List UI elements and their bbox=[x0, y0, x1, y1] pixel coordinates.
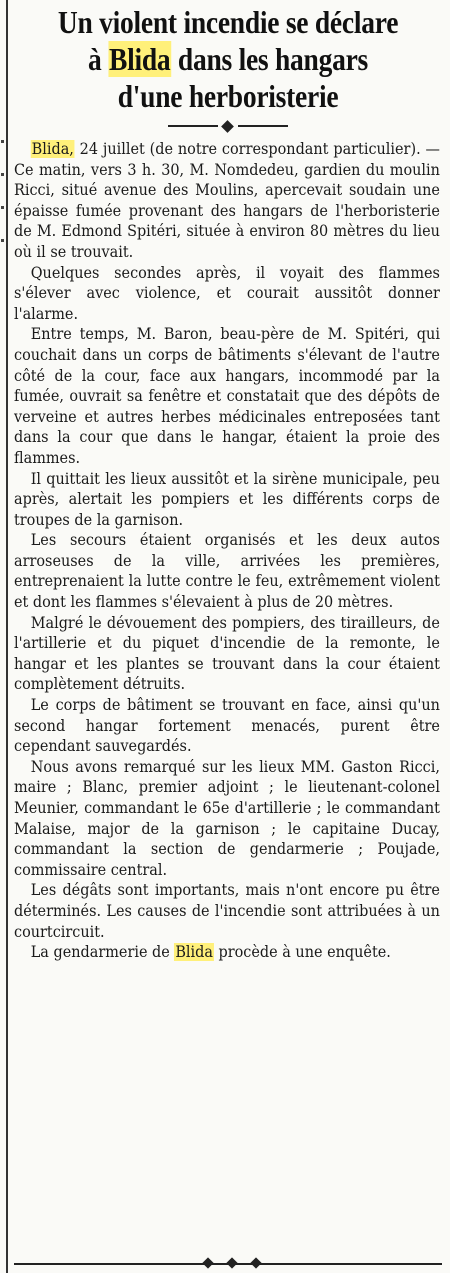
paragraph-8: Nous avons remarqué sur les lieux MM. Gaston Ricci, maire ; Blanc, premier adjoint ; le lieutenant-colonel Meunier, commandant le 65e d'artillerie ; le commandant Malaise, major de la garnison ; le capitaine Ducay, commandant la section de gendarmerie ; Poujade, commissaire central. bbox=[14, 757, 440, 879]
paragraph-10-prefix: La gendarmerie de bbox=[30, 943, 175, 962]
paragraph-1-text: 24 juillet (de notre correspondant particulier). — Ce matin, vers 3 h. 30, M. Nomdedeu, gardien du moulin Ricci, situé avenue des Moulins, apercevait soudain une épaisse fumée provenant des hangars de l'herboristerie de M. Edmond Spitéri, située à environ 80 mètres du lieu où il se trouvait. bbox=[14, 140, 440, 261]
paragraph-1 bbox=[14, 139, 440, 263]
headline-ornament bbox=[168, 121, 288, 131]
paragraph-6: Malgré le dévouement des pompiers, des tirailleurs, de l'artillerie et du piquet d'incendie de la remonte, le hangar et les plantes se trouvant dans la cour étaient complètement détruits. bbox=[14, 613, 440, 694]
paragraph-2: Quelques secondes après, il voyait des flammes s'élever avec violence, et courait aussitôt donner l'alarme. bbox=[14, 263, 440, 323]
news-article bbox=[14, 4, 442, 963]
headline-line-2-suffix: dans les hangars bbox=[171, 41, 369, 77]
headline-highlight-blida: Blida bbox=[108, 41, 171, 77]
paragraph-5: Les secours étaient organisés et les deux autos arroseuses de la ville, arrivées les premières, entreprenaient la lutte contre le feu, extrêmement violent et dont les flammes s'élevaient à plus de 20 mètres. bbox=[14, 531, 440, 612]
closing-highlight-blida: Blida bbox=[175, 943, 213, 962]
paragraph-9: Les dégâts sont importants, mais n'ont encore pu être déterminés. Les causes de l'incendie sont attribuées à un courtcircuit. bbox=[14, 881, 440, 941]
paragraph-10-text: procède à une enquête. bbox=[213, 943, 391, 962]
article-body bbox=[14, 139, 440, 963]
headline-line-2 bbox=[14, 41, 442, 78]
headline-line-1: Un violent incendie se déclare bbox=[57, 4, 399, 40]
paragraph-4: Il quittait les lieux aussitôt et la sirène municipale, peu après, alertait les pompiers et les différents corps de troupes de la garnison. bbox=[14, 469, 440, 529]
dateline-highlight-blida: Blida, bbox=[31, 140, 74, 158]
bottom-ornament bbox=[14, 1259, 442, 1269]
headline-line-3: d'une herboristerie bbox=[117, 78, 339, 114]
paragraph-3: Entre temps, M. Baron, beau-père de M. Spitéri, qui couchait dans un corps de bâtiments s'élevant de l'autre côté de la cour, face aux hangars, incommodé par la fumée, ouvrait sa fenêtre et constatait que des dépôts de verveine et autres herbes médicinales entreposées tant dans la cour que dans le hangar, étaient la proie des flammes. bbox=[14, 325, 440, 467]
paragraph-10 bbox=[14, 942, 440, 963]
headline-line-2-prefix: à bbox=[87, 41, 109, 77]
article-headline bbox=[14, 4, 442, 115]
column-rule bbox=[6, 0, 8, 1273]
margin-marks bbox=[0, 140, 6, 272]
paragraph-7: Le corps de bâtiment se trouvant en face, ainsi qu'un second hangar fortement menacés, purent être cependant sauvegardés. bbox=[14, 696, 440, 756]
